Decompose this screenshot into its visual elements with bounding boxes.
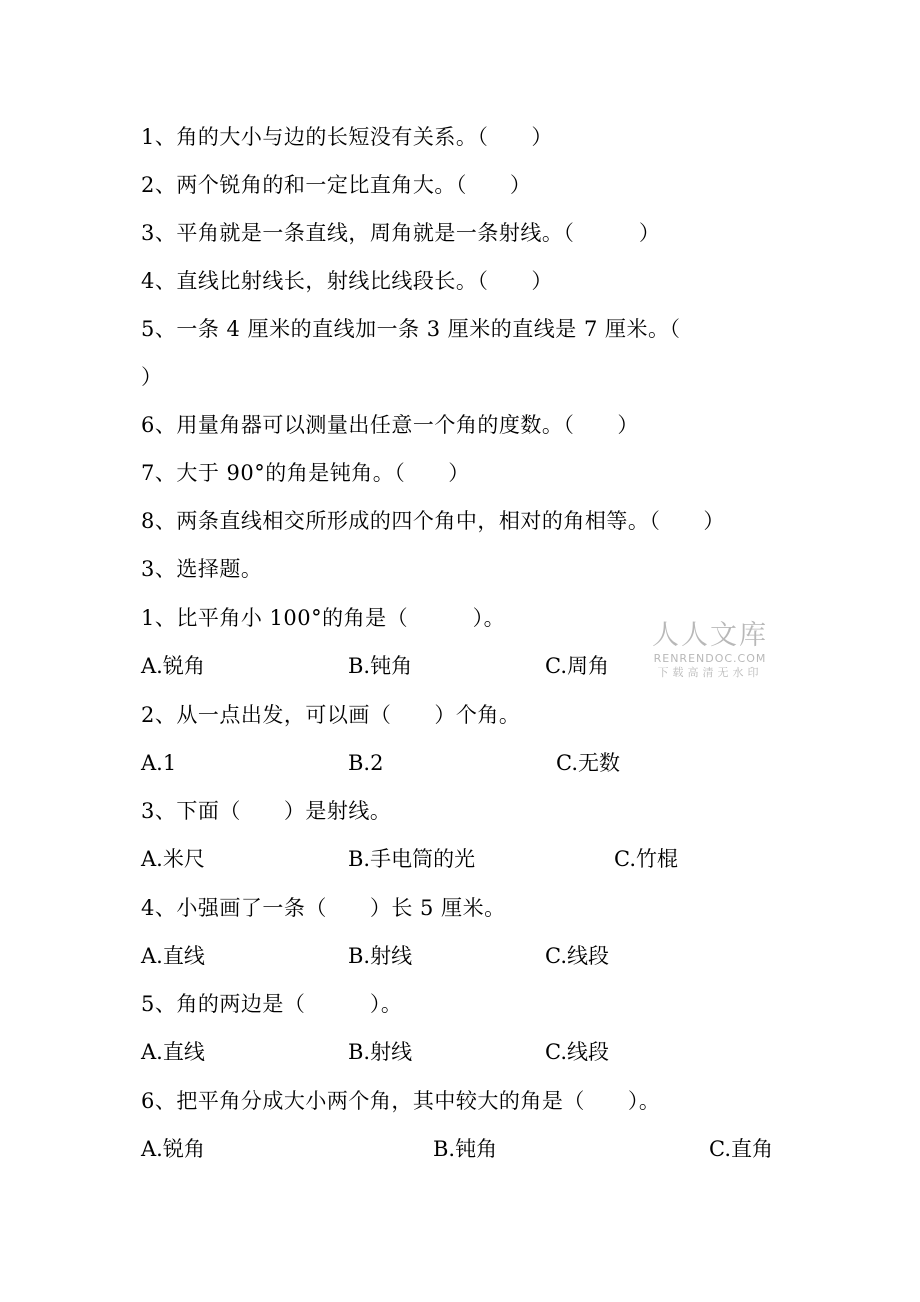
choice-1-option-c: C.周角 (545, 654, 609, 678)
section-heading: 3、选择题。 (141, 557, 263, 581)
judgement-item-8: 8、两条直线相交所形成的四个角中，相对的角相等。（ ） (141, 509, 725, 533)
watermark-tagline: 下载高清无水印 (657, 666, 763, 679)
choice-5-option-a: A.直线 (141, 1040, 205, 1064)
watermark-site: RENRENDOC.COM (653, 652, 767, 665)
choice-question-1: 1、比平角小 100°的角是（ ）。 (141, 606, 506, 630)
choice-6-option-b: B.钝角 (433, 1137, 498, 1161)
watermark-brand: 人人文库 (652, 620, 768, 651)
choice-2-option-a: A.1 (141, 751, 177, 775)
judgement-item-7: 7、大于 90°的角是钝角。（ ） (141, 461, 470, 485)
choice-1-option-b: B.钝角 (348, 654, 413, 678)
choice-1-option-a: A.锐角 (141, 654, 205, 678)
choice-2-option-c: C.无数 (556, 751, 620, 775)
choice-question-2: 2、从一点出发，可以画（ ）个角。 (141, 703, 521, 727)
choice-3-option-a: A.米尺 (141, 847, 205, 871)
judgement-item-4: 4、直线比射线长，射线比线段长。（ ） (141, 269, 553, 293)
choice-4-option-a: A.直线 (141, 944, 205, 968)
choice-6-option-c: C.直角 (709, 1137, 773, 1161)
judgement-item-5: 5、一条 4 厘米的直线加一条 3 厘米的直线是 7 厘米。（ (141, 317, 681, 341)
judgement-item-1: 1、角的大小与边的长短没有关系。（ ） (141, 125, 553, 149)
choice-3-option-b: B.手电筒的光 (348, 847, 476, 871)
choice-question-5: 5、角的两边是（ ）。 (141, 992, 403, 1016)
watermark (646, 620, 774, 680)
judgement-item-3: 3、平角就是一条直线，周角就是一条射线。（ ） (141, 221, 661, 245)
choice-5-option-b: B.射线 (348, 1040, 413, 1064)
choice-4-option-b: B.射线 (348, 944, 413, 968)
choice-question-3: 3、下面（ ）是射线。 (141, 799, 392, 823)
choice-4-option-c: C.线段 (545, 944, 609, 968)
choice-question-6: 6、把平角分成大小两个角，其中较大的角是（ ）。 (141, 1089, 661, 1113)
choice-2-option-b: B.2 (348, 751, 384, 775)
judgement-item-6: 6、用量角器可以测量出任意一个角的度数。（ ） (141, 413, 639, 437)
choice-question-4: 4、小强画了一条（ ）长 5 厘米。 (141, 896, 506, 920)
choice-5-option-c: C.线段 (545, 1040, 609, 1064)
judgement-item-5-continued: ） (141, 365, 163, 389)
judgement-item-2: 2、两个锐角的和一定比直角大。（ ） (141, 173, 532, 197)
choice-3-option-c: C.竹棍 (614, 847, 678, 871)
choice-6-option-a: A.锐角 (141, 1137, 205, 1161)
